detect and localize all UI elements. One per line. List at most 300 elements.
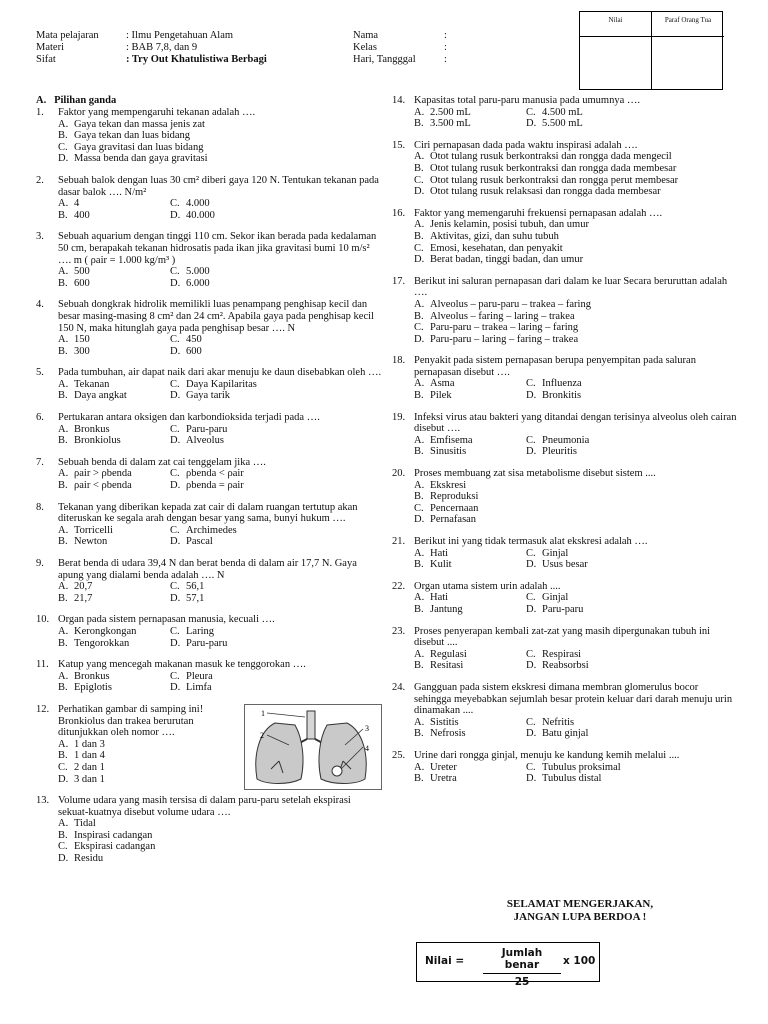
answer-options bbox=[36, 818, 383, 864]
question-gap bbox=[36, 865, 383, 875]
answer-option: D. 40.000 bbox=[170, 209, 215, 221]
answer-option: A. Gaya tekan dan massa jenis zat bbox=[58, 118, 205, 130]
question-text: Sebuah benda di dalam zat cai tenggelam jika …. bbox=[58, 456, 266, 468]
score-formula bbox=[416, 942, 600, 989]
question-gap bbox=[392, 571, 738, 581]
header-row-subject bbox=[36, 30, 576, 42]
answer-option-row bbox=[414, 311, 738, 323]
closing-line-2: JANGAN LUPA BERDOA ! bbox=[513, 911, 647, 923]
question-block bbox=[36, 367, 383, 402]
lung-diagram-label: 4 bbox=[365, 743, 369, 753]
answer-option: A. Otot tulang rusuk berkontraksi dan rongga dada mengecil bbox=[414, 151, 672, 163]
question-gap bbox=[36, 548, 383, 558]
question-gap bbox=[36, 165, 383, 175]
answer-option-row bbox=[414, 604, 738, 616]
question-number: 23. bbox=[392, 625, 406, 637]
answer-option: A. Jenis kelamin, posisi tubuh, dan umur bbox=[414, 219, 589, 231]
answer-option-row bbox=[414, 728, 738, 740]
lung-diagram bbox=[245, 705, 381, 789]
answer-option-row bbox=[58, 346, 383, 358]
answer-option: B. Jantung bbox=[414, 603, 463, 615]
answer-option-row bbox=[414, 390, 738, 402]
answer-option: D. Paru-paru – laring – faring – trakea bbox=[414, 333, 579, 345]
answer-option-row bbox=[58, 210, 383, 222]
answer-option-row bbox=[58, 435, 383, 447]
header-value: : BAB 7,8, dan 9 bbox=[126, 42, 198, 53]
header-row-type bbox=[36, 54, 576, 66]
answer-option: B. Reproduksi bbox=[414, 491, 479, 503]
answer-option: C. 4.000 bbox=[170, 198, 210, 210]
question-block bbox=[392, 750, 738, 785]
question-gap bbox=[36, 289, 383, 299]
lung-diagram-label: 1 bbox=[261, 708, 265, 718]
question-text: Sebuah balok dengan luas 30 cm² diberi gaya 120 N. Tentukan tekanan pada dasar balok …. N/m² bbox=[58, 174, 379, 198]
answer-options bbox=[36, 266, 383, 289]
answer-option: C. Laring bbox=[170, 625, 214, 637]
closing-message bbox=[470, 898, 690, 924]
question-number: 20. bbox=[392, 468, 406, 480]
answer-option: B. ρair < ρbenda bbox=[58, 480, 132, 492]
answer-option: C. Pneumonia bbox=[526, 434, 590, 446]
answer-option: D. Residu bbox=[58, 853, 104, 865]
question-number: 11. bbox=[36, 659, 49, 671]
date-colon: : bbox=[444, 54, 447, 65]
answer-option: D. Reabsorbsi bbox=[526, 660, 589, 672]
answer-options bbox=[36, 468, 383, 491]
answer-option: A. Ureter bbox=[414, 761, 457, 773]
question-text: Gangguan pada sistem ekskresi dimana membran glomerulus bocor sehingga meyebabkan sejumlah besar protein keluar dari darah menuju urin dinamakan .... bbox=[414, 681, 733, 717]
answer-option: B. Gaya tekan dan luas bidang bbox=[58, 130, 191, 142]
question-block bbox=[392, 276, 738, 346]
answer-option: C. Nefritis bbox=[526, 716, 575, 728]
name-colon: : bbox=[444, 30, 447, 41]
answer-option-row bbox=[414, 480, 738, 492]
answer-option: A. Hati bbox=[414, 547, 449, 559]
question-block bbox=[36, 299, 383, 357]
question-text: Ciri pernapasan dada pada waktu inspirasi adalah …. bbox=[414, 139, 638, 151]
answer-option-row bbox=[58, 130, 383, 142]
question-block bbox=[36, 502, 383, 548]
answer-option: D. Pernafasan bbox=[414, 514, 477, 526]
answer-option: B. 400 bbox=[58, 209, 90, 221]
answer-option-row bbox=[414, 446, 738, 458]
answer-option: A. Regulasi bbox=[414, 648, 467, 660]
question-block bbox=[392, 140, 738, 198]
score-box bbox=[579, 11, 723, 90]
question-number: 17. bbox=[392, 275, 406, 287]
question-text: Kapasitas total paru-paru manusia pada umumnya …. bbox=[414, 95, 640, 106]
question-text: Proses membuang zat sisa metabolisme disebut sistem .... bbox=[414, 468, 656, 480]
answer-option: A. ρair > ρbenda bbox=[58, 468, 132, 480]
section-title: A. Pilihan ganda bbox=[36, 95, 117, 106]
answer-option-row bbox=[414, 231, 738, 243]
formula-numerator: Jumlah benar bbox=[483, 948, 561, 974]
answer-option-row bbox=[58, 525, 383, 537]
answer-option-row bbox=[58, 390, 383, 402]
answer-option: C. Daya Kapilaritas bbox=[170, 378, 257, 390]
answer-option-row bbox=[58, 638, 383, 650]
question-number: 10. bbox=[36, 614, 50, 626]
question-number: 18. bbox=[392, 355, 406, 367]
answer-option: A. 150 bbox=[58, 334, 90, 346]
question-gap bbox=[392, 616, 738, 626]
answer-option: A. 2.500 mL bbox=[414, 106, 471, 118]
answer-option-row bbox=[58, 671, 383, 683]
answer-options bbox=[392, 151, 738, 197]
question-gap bbox=[36, 221, 383, 231]
question-gap bbox=[392, 672, 738, 682]
answer-option: C. Emosi, kesehatan, dan penyakit bbox=[414, 242, 563, 254]
answer-options bbox=[392, 299, 738, 345]
question-block bbox=[392, 208, 738, 266]
header-label: Materi bbox=[36, 42, 64, 53]
question-text: Organ pada sistem pernapasan manusia, kecuali …. bbox=[58, 614, 275, 626]
formula-fraction bbox=[483, 948, 561, 989]
answer-option-row bbox=[58, 682, 383, 694]
answer-options bbox=[392, 592, 738, 615]
answer-options bbox=[36, 424, 383, 447]
question-number: 9. bbox=[36, 558, 44, 569]
answer-option: D. Batu ginjal bbox=[526, 728, 589, 740]
answer-option: D. Pascal bbox=[170, 536, 213, 548]
answer-options bbox=[36, 525, 383, 548]
question-block bbox=[36, 614, 383, 649]
answer-option-row bbox=[414, 649, 738, 661]
question-block bbox=[36, 175, 383, 221]
answer-option-row bbox=[414, 435, 738, 447]
question-text: Berat benda di udara 39,4 N dan berat benda di dalam air 17,7 N. Gaya apung yang dialami benda adalah …. N bbox=[58, 558, 357, 581]
answer-option-row bbox=[414, 243, 738, 255]
answer-option: A. Hati bbox=[414, 592, 449, 604]
answer-option: C. Otot tulang rusuk berkontraksi dan rongga perut membesar bbox=[414, 174, 679, 186]
answer-option: C. Ginjal bbox=[526, 592, 569, 604]
answer-option-row bbox=[58, 142, 383, 154]
answer-option-row bbox=[414, 163, 738, 175]
answer-option-row bbox=[58, 334, 383, 346]
lung-diagram-figure bbox=[244, 704, 382, 790]
answer-option: B. Kulit bbox=[414, 559, 452, 571]
answer-option-row bbox=[414, 491, 738, 503]
question-block bbox=[36, 231, 383, 289]
answer-option: C. Paru-paru bbox=[170, 423, 228, 435]
answer-option: B. Alveolus – faring – laring – trakea bbox=[414, 310, 575, 322]
answer-option: A. Kerongkongan bbox=[58, 625, 137, 637]
header-value: : Ilmu Pengetahuan Alam bbox=[126, 30, 234, 41]
answer-options bbox=[36, 626, 383, 649]
formula-multiplier: x 100 bbox=[563, 955, 596, 967]
question-text: Organ utama sistem urin adalah .... bbox=[414, 580, 561, 592]
answer-option: D. Pleuritis bbox=[526, 446, 578, 458]
answer-option-row bbox=[58, 153, 383, 165]
answer-options bbox=[36, 581, 383, 604]
question-text: Sebuah dongkrak hidrolik memilikli luas penampang penghisap kecil dan besar masing-masing 8 cm² dan 24 cm². Apabila gaya pada penghisap kecil 150 N, maka hitunglah gaya pada penghisap besar …. N bbox=[58, 299, 374, 334]
answer-option: D. Bronkitis bbox=[526, 390, 582, 402]
question-gap bbox=[392, 402, 738, 412]
answer-option-row bbox=[58, 853, 383, 865]
answer-option: D. 5.500 mL bbox=[526, 118, 583, 130]
answer-option: D. Alveolus bbox=[170, 435, 224, 447]
question-gap bbox=[36, 694, 383, 704]
answer-option-row bbox=[58, 536, 383, 548]
answer-option: D. ρbenda = ρair bbox=[170, 480, 244, 492]
answer-option: D. 57,1 bbox=[170, 592, 205, 604]
answer-option: B. Pilek bbox=[414, 390, 452, 402]
question-number: 7. bbox=[36, 456, 44, 468]
answer-option-row bbox=[414, 548, 738, 560]
answer-option-row bbox=[414, 151, 738, 163]
question-number: 21. bbox=[392, 536, 406, 547]
answer-option-row bbox=[414, 660, 738, 672]
question-text: Faktor yang mempengaruhi tekanan adalah …. bbox=[58, 107, 256, 118]
score-header: Nilai bbox=[580, 12, 651, 37]
formula-label: Nilai = bbox=[425, 955, 465, 967]
question-block bbox=[36, 457, 383, 492]
answer-option: D. Usus besar bbox=[526, 559, 588, 571]
question-gap bbox=[36, 447, 383, 457]
answer-option: C. Pleura bbox=[170, 670, 213, 682]
lung-diagram-label: 2 bbox=[260, 730, 264, 740]
question-block bbox=[392, 355, 738, 401]
question-text: Pertukaran antara oksigen dan karbondioksida terjadi pada …. bbox=[58, 412, 320, 424]
answer-option: B. 600 bbox=[58, 277, 90, 289]
answer-option: C. ρbenda < ρair bbox=[170, 468, 244, 480]
answer-option: C. Gaya gravitasi dan luas bidang bbox=[58, 141, 204, 153]
answer-option: B. Otot tulang rusuk berkontraksi dan rongga dada membesar bbox=[414, 162, 677, 174]
answer-option: B. Daya angkat bbox=[58, 390, 127, 402]
question-gap bbox=[392, 130, 738, 140]
question-text: Berikut ini yang tidak termasuk alat ekskresi adalah …. bbox=[414, 536, 648, 547]
answer-option-row bbox=[58, 841, 383, 853]
answer-option: C. Archimedes bbox=[170, 524, 237, 536]
header-label: Mata pelajaran bbox=[36, 30, 99, 41]
question-text: Penyakit pada sistem pernapasan berupa penyempitan pada saluran pernapasan disebut …. bbox=[414, 355, 696, 378]
lung-diagram-stroke bbox=[307, 711, 315, 739]
answer-option: B. 1 dan 4 bbox=[58, 750, 105, 762]
answer-options bbox=[392, 762, 738, 785]
question-block bbox=[36, 107, 383, 165]
question-number: 5. bbox=[36, 367, 44, 379]
question-gap bbox=[392, 345, 738, 355]
answer-option: D. Tubulus distal bbox=[526, 773, 602, 785]
answer-option-row bbox=[414, 299, 738, 311]
question-number: 4. bbox=[36, 299, 44, 311]
lung-diagram-stroke bbox=[267, 713, 305, 717]
question-gap bbox=[392, 458, 738, 468]
question-gap bbox=[392, 785, 738, 795]
answer-option: C. Respirasi bbox=[526, 648, 582, 660]
answer-option-row bbox=[414, 717, 738, 729]
lung-diagram-label: 3 bbox=[365, 723, 369, 733]
answer-option-row bbox=[414, 118, 738, 130]
answer-option: D. Paru-paru bbox=[526, 603, 584, 615]
answer-option-row bbox=[414, 514, 738, 526]
score-cell bbox=[580, 12, 652, 89]
answer-option: B. Inspirasi cadangan bbox=[58, 829, 153, 841]
answer-option-row bbox=[414, 378, 738, 390]
answer-option: B. Sinusitis bbox=[414, 446, 467, 458]
answer-option-row bbox=[414, 559, 738, 571]
question-gap bbox=[392, 266, 738, 276]
question-number: 2. bbox=[36, 174, 44, 186]
answer-option: A. 500 bbox=[58, 266, 90, 278]
answer-option: B. Bronkiolus bbox=[58, 435, 121, 447]
question-gap bbox=[36, 357, 383, 367]
question-text: Sebuah aquarium dengan tinggi 110 cm. Sekor ikan berada pada kedalaman 50 cm, berapakah tekanan hidrosatis pada ikan jika gravitasi bumi 10 m/s² …. m ( ρair = 1.000 kg/m³ ) bbox=[58, 231, 377, 266]
question-text: Pada tumbuhan, air dapat naik dari akar menuju ke daun disebabkan oleh …. bbox=[58, 367, 382, 379]
question-gap bbox=[392, 526, 738, 536]
question-number: 13. bbox=[36, 795, 50, 807]
answer-option: D. Massa benda dan gaya gravitasi bbox=[58, 153, 208, 165]
question-block bbox=[36, 659, 383, 694]
answer-option-row bbox=[414, 762, 738, 774]
question-number: 6. bbox=[36, 412, 44, 424]
answer-option: A. Alveolus – paru-paru – trakea – faring bbox=[414, 298, 591, 310]
answer-option-row bbox=[414, 186, 738, 198]
question-text: Tekanan yang diberikan kepada zat cair di dalam ruangan tertutup akan diteruskan ke segala arah dengan besar yang sama, bunyi hukum …. bbox=[58, 501, 358, 525]
date-label: Hari, Tangggal bbox=[353, 54, 416, 65]
answer-option-row bbox=[58, 424, 383, 436]
answer-option: A. Asma bbox=[414, 378, 455, 390]
question-number: 16. bbox=[392, 207, 406, 219]
answer-option: C. 450 bbox=[170, 334, 202, 346]
answer-option-row bbox=[58, 581, 383, 593]
answer-option-row bbox=[58, 818, 383, 830]
answer-option: D. 3 dan 1 bbox=[58, 773, 105, 785]
answer-option-row bbox=[58, 119, 383, 131]
question-block bbox=[392, 412, 738, 458]
question-block bbox=[392, 95, 738, 130]
answer-options bbox=[36, 379, 383, 402]
class-label: Kelas bbox=[353, 42, 377, 53]
answer-option-row bbox=[414, 503, 738, 515]
lung-diagram-stroke bbox=[332, 766, 342, 776]
answer-option: D. 6.000 bbox=[170, 277, 210, 289]
answer-option: D. Limfa bbox=[170, 682, 212, 694]
parent-signature-header: Paraf Orang Tua bbox=[652, 12, 724, 37]
answer-option: A. Bronkus bbox=[58, 423, 110, 435]
answer-option: C. Influenza bbox=[526, 378, 582, 390]
question-number: 3. bbox=[36, 231, 44, 243]
answer-option-row bbox=[58, 278, 383, 290]
answer-option: D. Otot tulang rusuk relaksasi dan rongga dada membesar bbox=[414, 186, 661, 198]
answer-option-row bbox=[414, 107, 738, 119]
question-number: 15. bbox=[392, 139, 406, 151]
answer-option: B. Aktivitas, gizi, dan suhu tubuh bbox=[414, 230, 559, 242]
answer-option: A. Tidal bbox=[58, 818, 96, 830]
answer-options bbox=[392, 480, 738, 526]
question-text: Katup yang mencegah makanan masuk ke tenggorokan …. bbox=[58, 659, 306, 671]
question-text: Proses penyerapan kembali zat-zat yang masih dipergunakan tubuh ini disebut .... bbox=[414, 625, 711, 649]
answer-option-row bbox=[58, 593, 383, 605]
answer-option: C. Ginjal bbox=[526, 547, 569, 559]
answer-option-row bbox=[414, 322, 738, 334]
answer-options bbox=[392, 435, 738, 458]
header-label: Sifat bbox=[36, 54, 56, 65]
exam-header bbox=[36, 30, 576, 66]
answer-options bbox=[36, 334, 383, 357]
answer-option: D. Paru-paru bbox=[170, 637, 228, 649]
question-gap bbox=[392, 740, 738, 750]
question-number: 14. bbox=[392, 95, 406, 106]
answer-option: D. 600 bbox=[170, 345, 202, 357]
answer-option: B. Resitasi bbox=[414, 660, 464, 672]
question-block bbox=[392, 468, 738, 526]
answer-option: D. Gaya tarik bbox=[170, 390, 231, 402]
answer-options bbox=[392, 649, 738, 672]
question-block bbox=[392, 626, 738, 672]
question-text: Infeksi virus atau bakteri yang ditandai dengan terisinya alveolus oleh cairan disebut …. bbox=[414, 411, 737, 435]
question-gap bbox=[36, 649, 383, 659]
question-number: 8. bbox=[36, 501, 44, 513]
formula-denominator: 25 bbox=[514, 976, 530, 989]
answer-option-row bbox=[58, 198, 383, 210]
answer-option: A. Sistitis bbox=[414, 716, 459, 728]
question-block bbox=[36, 795, 383, 865]
answer-option: A. Ekskresi bbox=[414, 479, 467, 491]
answer-option-row bbox=[414, 334, 738, 346]
question-block bbox=[36, 558, 383, 604]
question-gap bbox=[392, 198, 738, 208]
answer-option: A. 20,7 bbox=[58, 581, 93, 593]
header-value: : Try Out Khatulistiwa Berbagi bbox=[126, 54, 267, 65]
class-colon: : bbox=[444, 42, 447, 53]
answer-option: C. 5.000 bbox=[170, 266, 210, 278]
closing-line-1: SELAMAT MENGERJAKAN, bbox=[506, 898, 654, 910]
answer-option: B. Tengorokkan bbox=[58, 637, 130, 649]
answer-options bbox=[392, 107, 738, 130]
answer-option-row bbox=[58, 480, 383, 492]
answer-option: C. 56,1 bbox=[170, 581, 205, 593]
answer-option: B. 300 bbox=[58, 345, 90, 357]
answer-option: A. Torricelli bbox=[58, 524, 113, 536]
answer-option: C. Tubulus proksimal bbox=[526, 761, 621, 773]
answer-options bbox=[36, 119, 383, 165]
answer-option: B. Nefrosis bbox=[414, 728, 466, 740]
answer-option: B. 3.500 mL bbox=[414, 118, 471, 130]
answer-option-row bbox=[58, 379, 383, 391]
answer-option: B. 21,7 bbox=[58, 592, 93, 604]
question-text: Urine dari rongga ginjal, menuju ke kandung kemih melalui .... bbox=[414, 749, 680, 761]
question-number: 24. bbox=[392, 681, 406, 693]
answer-options bbox=[392, 548, 738, 571]
parent-signature-cell bbox=[652, 12, 724, 89]
answer-options bbox=[392, 378, 738, 401]
answer-option-row bbox=[414, 219, 738, 231]
left-column bbox=[36, 95, 383, 875]
answer-option-row bbox=[58, 626, 383, 638]
question-number: 1. bbox=[36, 107, 44, 118]
answer-option: B. Epiglotis bbox=[58, 682, 112, 694]
question-text: Perhatikan gambar di samping ini! Bronkiolus dan trakea berurutan ditunjukkan oleh nomor …. bbox=[58, 703, 204, 739]
question-number: 19. bbox=[392, 411, 406, 423]
question-number: 12. bbox=[36, 703, 50, 715]
header-row-material bbox=[36, 42, 576, 54]
answer-options bbox=[36, 198, 383, 221]
answer-option-row bbox=[414, 175, 738, 187]
answer-option: D. Berat badan, tinggi badan, dan umur bbox=[414, 254, 584, 266]
answer-option-row bbox=[414, 773, 738, 785]
question-text: Faktor yang memengaruhi frekuensi pernapasan adalah …. bbox=[414, 207, 663, 219]
answer-option: A. Emfisema bbox=[414, 434, 473, 446]
name-label: Nama bbox=[353, 30, 379, 41]
answer-option-row bbox=[58, 468, 383, 480]
question-number: 25. bbox=[392, 749, 406, 761]
answer-option: C. 4.500 mL bbox=[526, 106, 583, 118]
answer-options bbox=[36, 671, 383, 694]
question-gap bbox=[36, 402, 383, 412]
answer-option: A. 1 dan 3 bbox=[58, 738, 105, 750]
question-number: 22. bbox=[392, 580, 406, 592]
